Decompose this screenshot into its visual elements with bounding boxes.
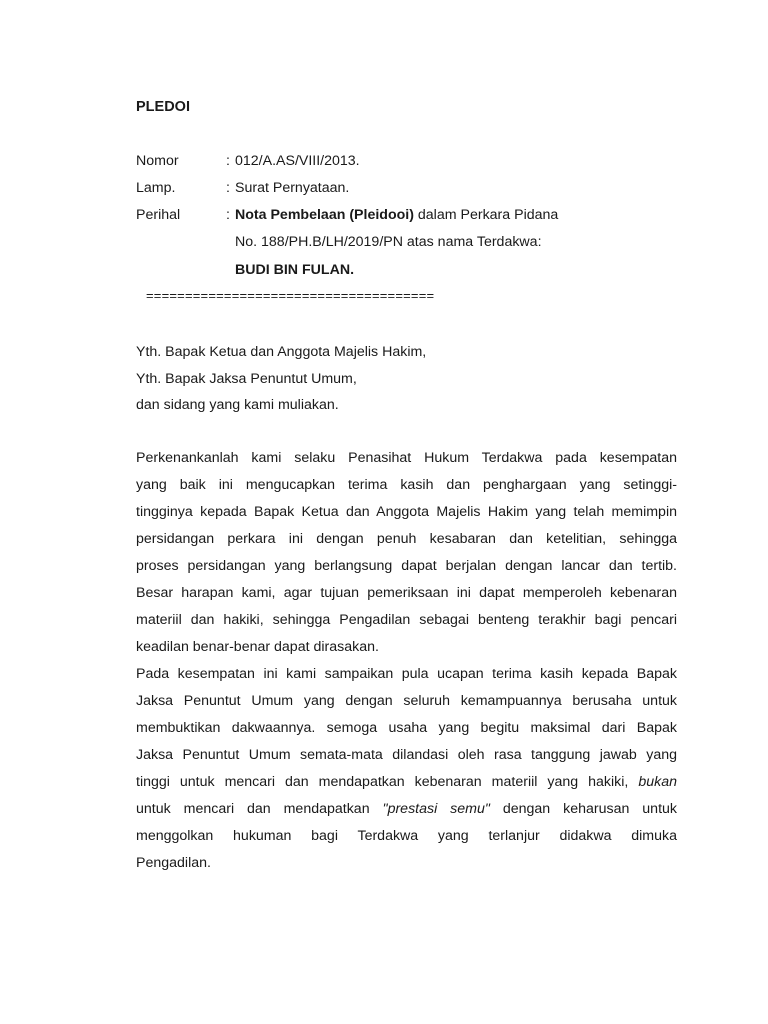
body-line: Pengadilan. bbox=[136, 855, 211, 871]
lamp-value: Surat Pernyataan. bbox=[235, 180, 350, 196]
body-line: membuktikan dakwaannya. semoga usaha yang begitu maksimal dari Bapak bbox=[136, 720, 677, 736]
body-line: yang baik ini mengucapkan terima kasih dan penghargaan yang setinggi- bbox=[136, 477, 677, 493]
salutation-line-3: dan sidang yang kami muliakan. bbox=[136, 397, 339, 413]
body-line: tingginya kepada Bapak Ketua dan Anggota Majelis Hakim yang telah memimpin bbox=[136, 504, 677, 520]
perihal-value bbox=[235, 205, 558, 225]
nomor-colon: : bbox=[226, 153, 230, 169]
body-line: Perkenankanlah kami selaku Penasihat Hukum Terdakwa pada kesempatan bbox=[136, 450, 677, 466]
emphasis-bukan: bukan bbox=[638, 774, 677, 790]
body-line: keadilan benar-benar dapat dirasakan. bbox=[136, 639, 379, 655]
separator-line: ===================================== bbox=[146, 288, 435, 303]
body-line bbox=[136, 799, 677, 819]
body-text: dengan keharusan untuk bbox=[502, 801, 677, 817]
body-line: materiil dan hakiki, sehingga Pengadilan sebagai benteng terakhir bagi pencari bbox=[136, 612, 677, 628]
body-line: Jaksa Penuntut Umum semata-mata dilandasi oleh rasa tanggung jawab yang bbox=[136, 747, 677, 763]
emphasis-prestasi-semu: "prestasi semu" bbox=[382, 801, 490, 817]
body-line: menggolkan hukuman bagi Terdakwa yang terlanjur didakwa dimuka bbox=[136, 828, 677, 844]
perihal-label: Perihal bbox=[136, 207, 181, 223]
document-title: PLEDOI bbox=[136, 99, 190, 115]
body-line: Jaksa Penuntut Umum yang dengan seluruh kemampuannya berusaha untuk bbox=[136, 693, 677, 709]
lamp-label: Lamp. bbox=[136, 180, 176, 196]
salutation-line-1: Yth. Bapak Ketua dan Anggota Majelis Hakim, bbox=[136, 344, 427, 360]
nomor-value: 012/A.AS/VIII/2013. bbox=[235, 153, 360, 169]
body-line: Pada kesempatan ini kami sampaikan pula ucapan terima kasih kepada Bapak bbox=[136, 666, 677, 682]
perihal-colon: : bbox=[226, 207, 230, 223]
perihal-line2: No. 188/PH.B/LH/2019/PN atas nama Terdakwa: bbox=[235, 234, 542, 250]
body-text: untuk mencari dan mendapatkan bbox=[136, 801, 370, 817]
salutation-line-2: Yth. Bapak Jaksa Penuntut Umum, bbox=[136, 371, 357, 387]
perihal-bold-title: Nota Pembelaan (Pleidooi) bbox=[235, 207, 414, 223]
body-line: Besar harapan kami, agar tujuan pemeriksaan ini dapat memperoleh kebenaran bbox=[136, 585, 677, 601]
nomor-label: Nomor bbox=[136, 153, 179, 169]
lamp-colon: : bbox=[226, 180, 230, 196]
body-line: proses persidangan yang berlangsung dapat berjalan dengan lancar dan tertib. bbox=[136, 558, 677, 574]
body-line: persidangan perkara ini dengan penuh kesabaran dan ketelitian, sehingga bbox=[136, 531, 677, 547]
body-line bbox=[136, 772, 677, 792]
perihal-defendant-name: BUDI BIN FULAN. bbox=[235, 262, 355, 278]
perihal-rest: dalam Perkara Pidana bbox=[417, 207, 559, 223]
body-text: tinggi untuk mencari dan mendapatkan kebenaran materiil yang hakiki, bbox=[136, 774, 629, 790]
